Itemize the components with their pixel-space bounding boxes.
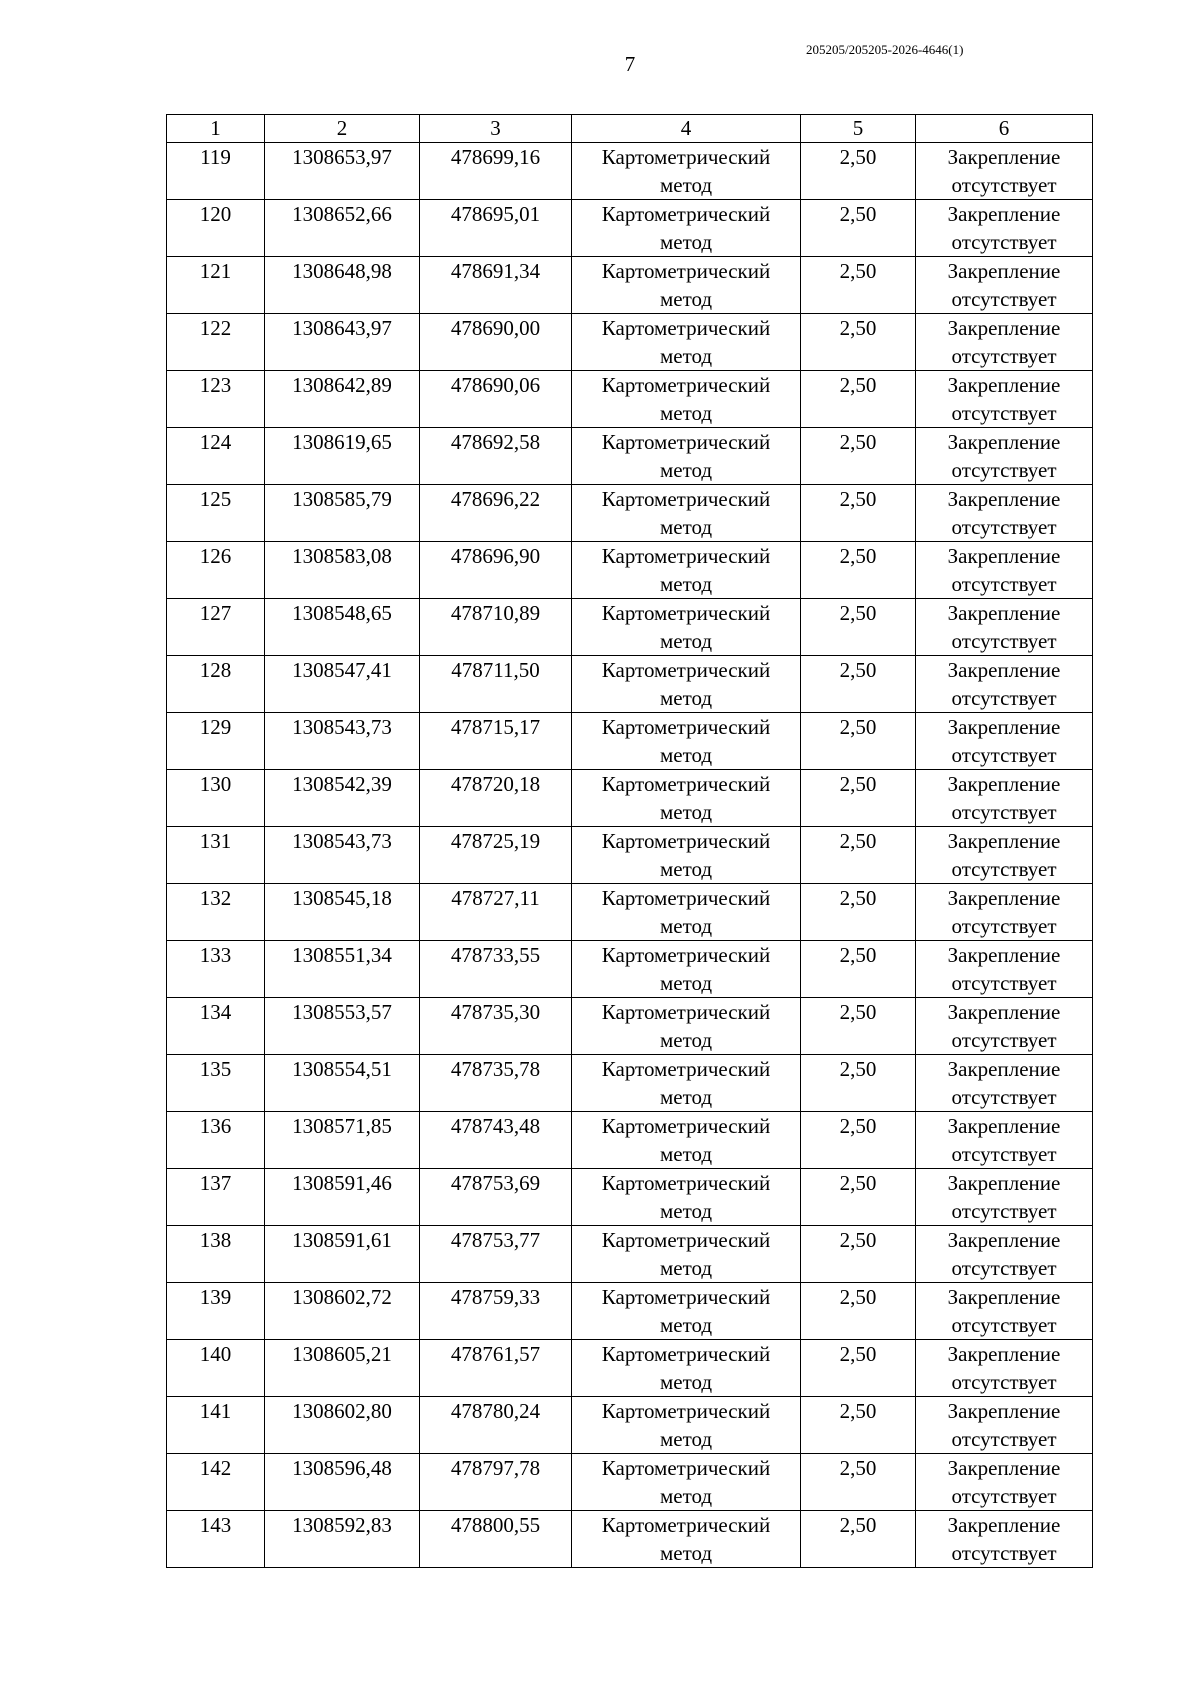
table-header-row xyxy=(167,115,1093,143)
fixing-line-1: Закрепление xyxy=(947,715,1061,739)
x-coordinate-cell: 1308643,97 xyxy=(265,314,420,371)
method-cell xyxy=(572,1340,801,1397)
x-coordinate-cell: 1308543,73 xyxy=(265,827,420,884)
x-coordinate-cell: 1308602,80 xyxy=(265,1397,420,1454)
fixing-cell xyxy=(916,827,1093,884)
y-coordinate-cell: 478725,19 xyxy=(420,827,572,884)
x-coordinate-cell: 1308542,39 xyxy=(265,770,420,827)
fixing-line-1: Закрепление xyxy=(947,202,1061,226)
method-line-2: метод xyxy=(659,572,713,596)
fixing-line-2: отсутствует xyxy=(951,173,1057,197)
fixing-line-1: Закрепление xyxy=(947,886,1061,910)
accuracy-cell: 2,50 xyxy=(801,371,916,428)
method-cell xyxy=(572,1169,801,1226)
x-coordinate-cell: 1308653,97 xyxy=(265,143,420,200)
fixing-line-1: Закрепление xyxy=(947,1513,1061,1537)
method-cell xyxy=(572,1226,801,1283)
point-number-cell: 132 xyxy=(167,884,265,941)
fixing-line-1: Закрепление xyxy=(947,943,1061,967)
y-coordinate-cell: 478753,69 xyxy=(420,1169,572,1226)
method-line-1: Картометрический xyxy=(601,715,771,739)
method-line-1: Картометрический xyxy=(601,1456,771,1480)
point-number-cell: 127 xyxy=(167,599,265,656)
y-coordinate-cell: 478692,58 xyxy=(420,428,572,485)
method-line-2: метод xyxy=(659,1484,713,1508)
method-line-1: Картометрический xyxy=(601,1171,771,1195)
fixing-cell xyxy=(916,884,1093,941)
point-number-cell: 131 xyxy=(167,827,265,884)
fixing-cell xyxy=(916,1397,1093,1454)
point-number-cell: 139 xyxy=(167,1283,265,1340)
method-cell xyxy=(572,1055,801,1112)
fixing-line-2: отсутствует xyxy=(951,515,1057,539)
column-header: 1 xyxy=(167,115,265,143)
point-number-cell: 143 xyxy=(167,1511,265,1568)
fixing-cell xyxy=(916,542,1093,599)
fixing-cell xyxy=(916,1055,1093,1112)
fixing-cell xyxy=(916,1112,1093,1169)
table-row xyxy=(167,1511,1093,1568)
fixing-line-2: отсутствует xyxy=(951,914,1057,938)
table-row xyxy=(167,1055,1093,1112)
column-header: 5 xyxy=(801,115,916,143)
method-line-2: метод xyxy=(659,173,713,197)
method-line-1: Картометрический xyxy=(601,1285,771,1309)
method-line-1: Картометрический xyxy=(601,943,771,967)
table-row xyxy=(167,827,1093,884)
table-row xyxy=(167,599,1093,656)
method-line-2: метод xyxy=(659,914,713,938)
fixing-line-2: отсутствует xyxy=(951,1370,1057,1394)
x-coordinate-cell: 1308551,34 xyxy=(265,941,420,998)
fixing-cell xyxy=(916,1226,1093,1283)
point-number-cell: 121 xyxy=(167,257,265,314)
fixing-line-2: отсутствует xyxy=(951,686,1057,710)
x-coordinate-cell: 1308602,72 xyxy=(265,1283,420,1340)
method-line-2: метод xyxy=(659,1541,713,1565)
table-row xyxy=(167,884,1093,941)
accuracy-cell: 2,50 xyxy=(801,1112,916,1169)
method-line-2: метод xyxy=(659,1370,713,1394)
fixing-line-2: отсутствует xyxy=(951,1313,1057,1337)
method-cell xyxy=(572,1454,801,1511)
table-row xyxy=(167,941,1093,998)
table-row xyxy=(167,656,1093,713)
table-row xyxy=(167,314,1093,371)
method-line-1: Картометрический xyxy=(601,373,771,397)
accuracy-cell: 2,50 xyxy=(801,143,916,200)
x-coordinate-cell: 1308591,61 xyxy=(265,1226,420,1283)
point-number-cell: 137 xyxy=(167,1169,265,1226)
x-coordinate-cell: 1308619,65 xyxy=(265,428,420,485)
method-cell xyxy=(572,713,801,770)
point-number-cell: 136 xyxy=(167,1112,265,1169)
accuracy-cell: 2,50 xyxy=(801,1169,916,1226)
fixing-line-2: отсутствует xyxy=(951,1085,1057,1109)
method-line-1: Картометрический xyxy=(601,259,771,283)
fixing-line-2: отсутствует xyxy=(951,572,1057,596)
fixing-cell xyxy=(916,1454,1093,1511)
table-row xyxy=(167,257,1093,314)
fixing-line-2: отсутствует xyxy=(951,344,1057,368)
column-header: 3 xyxy=(420,115,572,143)
fixing-line-1: Закрепление xyxy=(947,259,1061,283)
y-coordinate-cell: 478800,55 xyxy=(420,1511,572,1568)
method-line-1: Картометрический xyxy=(601,829,771,853)
table-row xyxy=(167,1169,1093,1226)
table-row xyxy=(167,542,1093,599)
fixing-line-1: Закрепление xyxy=(947,1000,1061,1024)
accuracy-cell: 2,50 xyxy=(801,1340,916,1397)
method-cell xyxy=(572,428,801,485)
fixing-cell xyxy=(916,941,1093,998)
point-number-cell: 133 xyxy=(167,941,265,998)
accuracy-cell: 2,50 xyxy=(801,200,916,257)
fixing-line-2: отсутствует xyxy=(951,287,1057,311)
document-reference: 205205/205205-2026-4646(1) xyxy=(806,42,964,57)
column-header: 4 xyxy=(572,115,801,143)
method-cell xyxy=(572,371,801,428)
method-line-1: Картометрический xyxy=(601,1000,771,1024)
y-coordinate-cell: 478715,17 xyxy=(420,713,572,770)
fixing-line-1: Закрепление xyxy=(947,316,1061,340)
table-row xyxy=(167,713,1093,770)
method-line-2: метод xyxy=(659,743,713,767)
accuracy-cell: 2,50 xyxy=(801,884,916,941)
table-row xyxy=(167,200,1093,257)
method-cell xyxy=(572,200,801,257)
accuracy-cell: 2,50 xyxy=(801,1511,916,1568)
method-line-1: Картометрический xyxy=(601,430,771,454)
y-coordinate-cell: 478691,34 xyxy=(420,257,572,314)
method-line-2: метод xyxy=(659,1028,713,1052)
fixing-cell xyxy=(916,428,1093,485)
table-row xyxy=(167,770,1093,827)
method-line-2: метод xyxy=(659,1313,713,1337)
accuracy-cell: 2,50 xyxy=(801,1055,916,1112)
fixing-line-2: отсутствует xyxy=(951,743,1057,767)
method-cell xyxy=(572,941,801,998)
fixing-cell xyxy=(916,713,1093,770)
table-body xyxy=(167,143,1093,1568)
fixing-line-2: отсутствует xyxy=(951,1427,1057,1451)
x-coordinate-cell: 1308592,83 xyxy=(265,1511,420,1568)
method-cell xyxy=(572,485,801,542)
x-coordinate-cell: 1308547,41 xyxy=(265,656,420,713)
point-number-cell: 138 xyxy=(167,1226,265,1283)
method-cell xyxy=(572,884,801,941)
point-number-cell: 134 xyxy=(167,998,265,1055)
method-line-1: Картометрический xyxy=(601,1513,771,1537)
method-line-2: метод xyxy=(659,686,713,710)
y-coordinate-cell: 478690,06 xyxy=(420,371,572,428)
fixing-line-1: Закрепление xyxy=(947,430,1061,454)
table-row xyxy=(167,143,1093,200)
method-line-1: Картометрический xyxy=(601,316,771,340)
y-coordinate-cell: 478699,16 xyxy=(420,143,572,200)
fixing-line-2: отсутствует xyxy=(951,1199,1057,1223)
fixing-cell xyxy=(916,770,1093,827)
accuracy-cell: 2,50 xyxy=(801,428,916,485)
x-coordinate-cell: 1308545,18 xyxy=(265,884,420,941)
method-line-2: метод xyxy=(659,857,713,881)
accuracy-cell: 2,50 xyxy=(801,941,916,998)
method-line-1: Картометрический xyxy=(601,145,771,169)
y-coordinate-cell: 478733,55 xyxy=(420,941,572,998)
method-cell xyxy=(572,1283,801,1340)
y-coordinate-cell: 478735,78 xyxy=(420,1055,572,1112)
method-cell xyxy=(572,1511,801,1568)
method-line-2: метод xyxy=(659,1199,713,1223)
fixing-cell xyxy=(916,485,1093,542)
fixing-cell xyxy=(916,599,1093,656)
table-row xyxy=(167,1226,1093,1283)
accuracy-cell: 2,50 xyxy=(801,1283,916,1340)
method-cell xyxy=(572,770,801,827)
y-coordinate-cell: 478711,50 xyxy=(420,656,572,713)
x-coordinate-cell: 1308591,46 xyxy=(265,1169,420,1226)
x-coordinate-cell: 1308548,65 xyxy=(265,599,420,656)
y-coordinate-cell: 478780,24 xyxy=(420,1397,572,1454)
accuracy-cell: 2,50 xyxy=(801,314,916,371)
method-cell xyxy=(572,257,801,314)
column-header: 2 xyxy=(265,115,420,143)
fixing-line-1: Закрепление xyxy=(947,772,1061,796)
method-line-1: Картометрический xyxy=(601,601,771,625)
fixing-line-2: отсутствует xyxy=(951,1541,1057,1565)
table-row xyxy=(167,1397,1093,1454)
page-number: 7 xyxy=(624,52,636,76)
method-cell xyxy=(572,998,801,1055)
fixing-line-2: отсутствует xyxy=(951,971,1057,995)
accuracy-cell: 2,50 xyxy=(801,485,916,542)
x-coordinate-cell: 1308571,85 xyxy=(265,1112,420,1169)
method-line-1: Картометрический xyxy=(601,886,771,910)
method-cell xyxy=(572,314,801,371)
method-line-2: метод xyxy=(659,287,713,311)
fixing-line-2: отсутствует xyxy=(951,1028,1057,1052)
y-coordinate-cell: 478695,01 xyxy=(420,200,572,257)
table-row xyxy=(167,1112,1093,1169)
fixing-line-1: Закрепление xyxy=(947,1228,1061,1252)
point-number-cell: 123 xyxy=(167,371,265,428)
accuracy-cell: 2,50 xyxy=(801,599,916,656)
fixing-cell xyxy=(916,143,1093,200)
point-number-cell: 142 xyxy=(167,1454,265,1511)
accuracy-cell: 2,50 xyxy=(801,1226,916,1283)
fixing-line-1: Закрепление xyxy=(947,1456,1061,1480)
table-row xyxy=(167,1340,1093,1397)
fixing-line-1: Закрепление xyxy=(947,1057,1061,1081)
fixing-cell xyxy=(916,200,1093,257)
x-coordinate-cell: 1308543,73 xyxy=(265,713,420,770)
fixing-line-1: Закрепление xyxy=(947,487,1061,511)
fixing-line-1: Закрепление xyxy=(947,1285,1061,1309)
point-number-cell: 126 xyxy=(167,542,265,599)
method-line-2: метод xyxy=(659,1142,713,1166)
method-line-2: метод xyxy=(659,1085,713,1109)
accuracy-cell: 2,50 xyxy=(801,1454,916,1511)
fixing-line-1: Закрепление xyxy=(947,829,1061,853)
fixing-line-2: отсутствует xyxy=(951,1142,1057,1166)
accuracy-cell: 2,50 xyxy=(801,257,916,314)
accuracy-cell: 2,50 xyxy=(801,998,916,1055)
accuracy-cell: 2,50 xyxy=(801,827,916,884)
x-coordinate-cell: 1308554,51 xyxy=(265,1055,420,1112)
accuracy-cell: 2,50 xyxy=(801,713,916,770)
fixing-line-1: Закрепление xyxy=(947,658,1061,682)
fixing-line-1: Закрепление xyxy=(947,145,1061,169)
table-row xyxy=(167,1283,1093,1340)
fixing-line-2: отсутствует xyxy=(951,1256,1057,1280)
fixing-line-2: отсутствует xyxy=(951,800,1057,824)
table-row xyxy=(167,371,1093,428)
y-coordinate-cell: 478797,78 xyxy=(420,1454,572,1511)
method-line-1: Картометрический xyxy=(601,544,771,568)
y-coordinate-cell: 478753,77 xyxy=(420,1226,572,1283)
y-coordinate-cell: 478761,57 xyxy=(420,1340,572,1397)
fixing-cell xyxy=(916,1169,1093,1226)
x-coordinate-cell: 1308583,08 xyxy=(265,542,420,599)
method-line-2: метод xyxy=(659,401,713,425)
method-line-2: метод xyxy=(659,344,713,368)
fixing-line-1: Закрепление xyxy=(947,373,1061,397)
y-coordinate-cell: 478696,90 xyxy=(420,542,572,599)
y-coordinate-cell: 478720,18 xyxy=(420,770,572,827)
fixing-line-1: Закрепление xyxy=(947,1399,1061,1423)
x-coordinate-cell: 1308648,98 xyxy=(265,257,420,314)
point-number-cell: 119 xyxy=(167,143,265,200)
method-cell xyxy=(572,1112,801,1169)
method-line-2: метод xyxy=(659,629,713,653)
point-number-cell: 122 xyxy=(167,314,265,371)
method-cell xyxy=(572,827,801,884)
fixing-line-1: Закрепление xyxy=(947,601,1061,625)
fixing-cell xyxy=(916,998,1093,1055)
method-line-2: метод xyxy=(659,800,713,824)
x-coordinate-cell: 1308553,57 xyxy=(265,998,420,1055)
table-row xyxy=(167,1454,1093,1511)
fixing-line-1: Закрепление xyxy=(947,1114,1061,1138)
accuracy-cell: 2,50 xyxy=(801,1397,916,1454)
fixing-cell xyxy=(916,257,1093,314)
fixing-line-1: Закрепление xyxy=(947,1342,1061,1366)
coordinates-table xyxy=(166,114,1093,1568)
fixing-cell xyxy=(916,656,1093,713)
column-header: 6 xyxy=(916,115,1093,143)
point-number-cell: 141 xyxy=(167,1397,265,1454)
table-row xyxy=(167,485,1093,542)
method-line-2: метод xyxy=(659,971,713,995)
fixing-line-2: отсутствует xyxy=(951,230,1057,254)
y-coordinate-cell: 478727,11 xyxy=(420,884,572,941)
y-coordinate-cell: 478743,48 xyxy=(420,1112,572,1169)
fixing-line-2: отсутствует xyxy=(951,629,1057,653)
method-line-1: Картометрический xyxy=(601,658,771,682)
point-number-cell: 129 xyxy=(167,713,265,770)
table-row xyxy=(167,428,1093,485)
method-cell xyxy=(572,599,801,656)
point-number-cell: 125 xyxy=(167,485,265,542)
method-line-1: Картометрический xyxy=(601,1342,771,1366)
fixing-line-2: отсутствует xyxy=(951,857,1057,881)
point-number-cell: 135 xyxy=(167,1055,265,1112)
y-coordinate-cell: 478759,33 xyxy=(420,1283,572,1340)
method-cell xyxy=(572,1397,801,1454)
method-line-1: Картометрический xyxy=(601,1399,771,1423)
y-coordinate-cell: 478735,30 xyxy=(420,998,572,1055)
y-coordinate-cell: 478690,00 xyxy=(420,314,572,371)
x-coordinate-cell: 1308652,66 xyxy=(265,200,420,257)
fixing-line-1: Закрепление xyxy=(947,1171,1061,1195)
method-line-1: Картометрический xyxy=(601,772,771,796)
fixing-cell xyxy=(916,1283,1093,1340)
x-coordinate-cell: 1308596,48 xyxy=(265,1454,420,1511)
method-line-2: метод xyxy=(659,1427,713,1451)
fixing-line-1: Закрепление xyxy=(947,544,1061,568)
method-cell xyxy=(572,656,801,713)
x-coordinate-cell: 1308642,89 xyxy=(265,371,420,428)
table-row xyxy=(167,998,1093,1055)
fixing-line-2: отсутствует xyxy=(951,458,1057,482)
x-coordinate-cell: 1308585,79 xyxy=(265,485,420,542)
point-number-cell: 140 xyxy=(167,1340,265,1397)
accuracy-cell: 2,50 xyxy=(801,656,916,713)
fixing-cell xyxy=(916,371,1093,428)
fixing-cell xyxy=(916,314,1093,371)
accuracy-cell: 2,50 xyxy=(801,770,916,827)
point-number-cell: 124 xyxy=(167,428,265,485)
fixing-line-2: отсутствует xyxy=(951,1484,1057,1508)
accuracy-cell: 2,50 xyxy=(801,542,916,599)
method-line-1: Картометрический xyxy=(601,202,771,226)
fixing-cell xyxy=(916,1340,1093,1397)
method-line-1: Картометрический xyxy=(601,1228,771,1252)
fixing-line-2: отсутствует xyxy=(951,401,1057,425)
point-number-cell: 130 xyxy=(167,770,265,827)
method-cell xyxy=(572,542,801,599)
method-line-1: Картометрический xyxy=(601,487,771,511)
y-coordinate-cell: 478696,22 xyxy=(420,485,572,542)
y-coordinate-cell: 478710,89 xyxy=(420,599,572,656)
method-line-2: метод xyxy=(659,458,713,482)
method-line-2: метод xyxy=(659,230,713,254)
method-line-1: Картометрический xyxy=(601,1057,771,1081)
x-coordinate-cell: 1308605,21 xyxy=(265,1340,420,1397)
method-line-1: Картометрический xyxy=(601,1114,771,1138)
method-cell xyxy=(572,143,801,200)
method-line-2: метод xyxy=(659,515,713,539)
method-line-2: метод xyxy=(659,1256,713,1280)
point-number-cell: 120 xyxy=(167,200,265,257)
point-number-cell: 128 xyxy=(167,656,265,713)
fixing-cell xyxy=(916,1511,1093,1568)
